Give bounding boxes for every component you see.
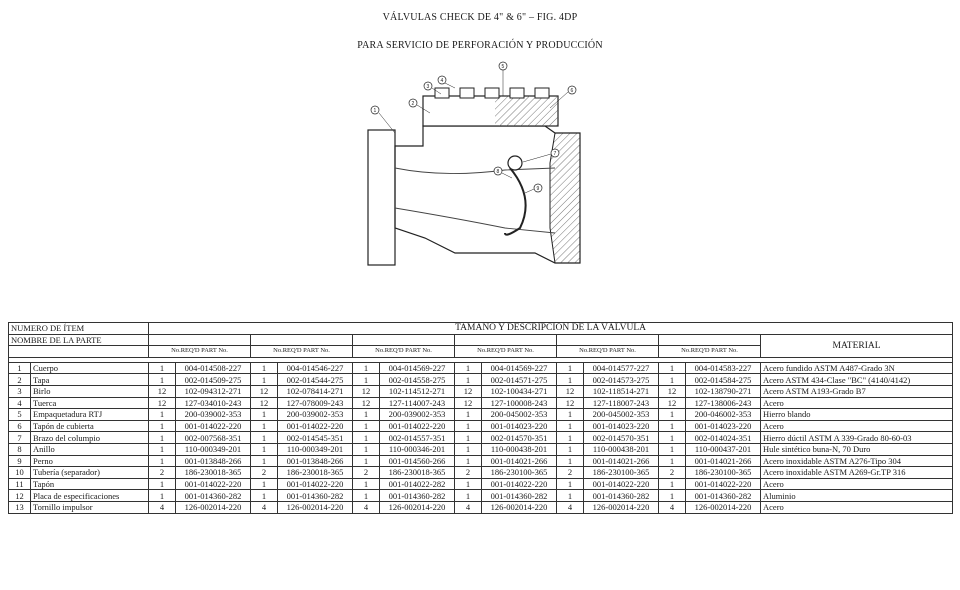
part-number-cell: 001-014560-266 [380, 455, 455, 467]
left-flange [368, 130, 395, 265]
table-row [9, 397, 953, 409]
part-number-cell: 200-039002-353 [278, 409, 353, 421]
part-number-cell: 004-014569-227 [482, 362, 557, 374]
part-name: Placa de especificaciones [31, 490, 149, 502]
subheader-1: No.REQ'D PART No. [149, 346, 251, 358]
material-cell: Hierro dúctil ASTM A 339-Grado 80-60-03 [761, 432, 953, 444]
qty-cell: 4 [557, 501, 584, 513]
callout-3: 3 [426, 84, 430, 90]
callout-1: 1 [373, 108, 377, 114]
part-name: Tubería (separador) [31, 467, 149, 479]
qty-cell: 12 [659, 397, 686, 409]
part-number-cell: 186-230100-365 [482, 467, 557, 479]
part-number-cell: 102-078414-271 [278, 385, 353, 397]
material-cell: Aluminio [761, 490, 953, 502]
part-name: Tornillo impulsor [31, 501, 149, 513]
item-number-header: NUMERO DE ÍTEM [9, 323, 149, 335]
part-number-cell: 186-230018-365 [380, 467, 455, 479]
part-number-cell: 002-014544-275 [278, 374, 353, 386]
qty-cell: 1 [149, 490, 176, 502]
qty-cell: 4 [251, 501, 278, 513]
part-name: Tapa [31, 374, 149, 386]
qty-cell: 1 [557, 455, 584, 467]
table-row [9, 455, 953, 467]
qty-cell: 1 [251, 443, 278, 455]
qty-cell: 1 [251, 420, 278, 432]
table-row [9, 362, 953, 374]
qty-cell: 1 [149, 362, 176, 374]
part-number-cell: 002-014557-351 [380, 432, 455, 444]
part-number-cell: 126-002014-220 [176, 501, 251, 513]
material-cell: Acero inoxidable ASTM A269-Gr.TP 316 [761, 467, 953, 479]
qty-cell: 1 [659, 443, 686, 455]
qty-cell: 1 [149, 409, 176, 421]
item-number: 1 [9, 362, 31, 374]
qty-cell: 1 [557, 432, 584, 444]
callout-9: 9 [536, 186, 540, 192]
part-number-cell: 126-002014-220 [380, 501, 455, 513]
qty-cell: 1 [353, 455, 380, 467]
part-number-cell: 002-014558-275 [380, 374, 455, 386]
callout-8: 8 [496, 169, 500, 175]
part-number-cell: 110-000437-201 [686, 443, 761, 455]
part-number-cell: 127-078009-243 [278, 397, 353, 409]
part-number-cell: 200-039002-353 [176, 409, 251, 421]
qty-cell: 1 [557, 362, 584, 374]
part-number-cell: 127-138006-243 [686, 397, 761, 409]
part-number-cell: 002-014024-351 [686, 432, 761, 444]
qty-cell: 1 [149, 374, 176, 386]
part-number-cell: 126-002014-220 [482, 501, 557, 513]
item-number: 7 [9, 432, 31, 444]
item-number: 5 [9, 409, 31, 421]
part-name-header: NOMBRE DE LA PARTE [9, 334, 149, 346]
material-cell: Acero ASTM A193-Grado B7 [761, 385, 953, 397]
part-number-cell: 186-230018-365 [278, 467, 353, 479]
subheader-3: No.REQ'D PART No. [353, 346, 455, 358]
part-number-cell: 001-014022-220 [176, 478, 251, 490]
qty-cell: 1 [353, 420, 380, 432]
part-number-cell: 001-014360-282 [584, 490, 659, 502]
qty-cell: 12 [557, 385, 584, 397]
table-row [9, 443, 953, 455]
material-header: MATERIAL [761, 334, 953, 357]
swing-disc [505, 168, 526, 235]
qty-cell: 1 [659, 420, 686, 432]
qty-cell: 12 [251, 397, 278, 409]
part-number-cell: 001-014023-220 [686, 420, 761, 432]
qty-cell: 1 [455, 409, 482, 421]
qty-cell: 1 [659, 455, 686, 467]
qty-cell: 12 [353, 385, 380, 397]
material-cell: Acero inoxidable ASTM A276-Tipo 304 [761, 455, 953, 467]
part-number-cell: 001-014360-282 [380, 490, 455, 502]
qty-cell: 2 [659, 467, 686, 479]
qty-cell: 1 [455, 374, 482, 386]
qty-cell: 1 [353, 362, 380, 374]
subheader-4: No.REQ'D PART No. [455, 346, 557, 358]
qty-cell: 4 [353, 501, 380, 513]
item-number: 9 [9, 455, 31, 467]
part-number-cell: 110-000349-201 [176, 443, 251, 455]
qty-cell: 2 [557, 467, 584, 479]
material-cell: Hierro blando [761, 409, 953, 421]
qty-cell: 1 [251, 432, 278, 444]
material-cell: Acero [761, 478, 953, 490]
part-number-cell: 004-014577-227 [584, 362, 659, 374]
part-number-cell: 126-002014-220 [584, 501, 659, 513]
table-row [9, 501, 953, 513]
part-number-cell: 001-014021-266 [686, 455, 761, 467]
part-number-cell: 001-014023-220 [584, 420, 659, 432]
hinge-pin [508, 156, 522, 170]
part-number-cell: 002-014573-275 [584, 374, 659, 386]
part-number-cell: 200-046002-353 [686, 409, 761, 421]
qty-cell: 1 [557, 420, 584, 432]
qty-cell: 12 [659, 385, 686, 397]
part-number-cell: 001-014021-266 [584, 455, 659, 467]
table-row [9, 409, 953, 421]
qty-cell: 1 [353, 432, 380, 444]
size-header: TAMAÑO Y DESCRIPCIÓN DE LA VÁLVULA [149, 323, 953, 335]
part-number-cell: 001-014022-220 [380, 420, 455, 432]
qty-cell: 1 [251, 478, 278, 490]
valve-drawing [355, 58, 625, 293]
qty-cell: 1 [659, 409, 686, 421]
item-number: 2 [9, 374, 31, 386]
material-cell: Acero fundido ASTM A487-Grado 3N [761, 362, 953, 374]
part-number-cell: 001-013848-266 [278, 455, 353, 467]
part-number-cell: 186-230018-365 [176, 467, 251, 479]
table-row [9, 478, 953, 490]
qty-cell: 2 [251, 467, 278, 479]
part-number-cell: 002-014570-351 [584, 432, 659, 444]
qty-cell: 1 [455, 455, 482, 467]
qty-cell: 1 [251, 374, 278, 386]
qty-cell: 1 [149, 432, 176, 444]
table-row [9, 467, 953, 479]
qty-cell: 1 [455, 432, 482, 444]
part-number-cell: 004-014583-227 [686, 362, 761, 374]
material-cell: Hule sintético buna-N, 70 Duro [761, 443, 953, 455]
part-name: Brazo del columpio [31, 432, 149, 444]
item-number: 4 [9, 397, 31, 409]
qty-cell: 12 [251, 385, 278, 397]
part-number-cell: 002-014570-351 [482, 432, 557, 444]
qty-cell: 1 [659, 490, 686, 502]
part-number-cell: 200-039002-353 [380, 409, 455, 421]
qty-cell: 12 [353, 397, 380, 409]
part-number-cell: 110-000438-201 [584, 443, 659, 455]
qty-cell: 1 [353, 490, 380, 502]
part-name: Cuerpo [31, 362, 149, 374]
part-name: Empaquetadura RTJ [31, 409, 149, 421]
callout-4: 4 [440, 78, 444, 84]
part-number-cell: 002-014571-275 [482, 374, 557, 386]
part-number-cell: 002-007568-351 [176, 432, 251, 444]
part-number-cell: 002-014584-275 [686, 374, 761, 386]
part-number-cell: 102-138790-271 [686, 385, 761, 397]
part-name: Tuerca [31, 397, 149, 409]
qty-cell: 1 [557, 443, 584, 455]
item-number: 10 [9, 467, 31, 479]
callout-2: 2 [411, 101, 415, 107]
qty-cell: 12 [455, 385, 482, 397]
qty-cell: 1 [455, 478, 482, 490]
item-number: 8 [9, 443, 31, 455]
item-number: 11 [9, 478, 31, 490]
part-name: Tapón de cubierta [31, 420, 149, 432]
part-number-cell: 001-014360-282 [686, 490, 761, 502]
part-number-cell: 001-014360-282 [278, 490, 353, 502]
item-number: 6 [9, 420, 31, 432]
part-number-cell: 102-118514-271 [584, 385, 659, 397]
part-number-cell: 001-014022-220 [686, 478, 761, 490]
qty-cell: 4 [149, 501, 176, 513]
qty-cell: 12 [557, 397, 584, 409]
part-number-cell: 001-014022-220 [278, 478, 353, 490]
item-number: 12 [9, 490, 31, 502]
qty-cell: 12 [149, 385, 176, 397]
material-cell: Acero [761, 501, 953, 513]
part-number-cell: 127-114007-243 [380, 397, 455, 409]
part-number-cell: 004-014546-227 [278, 362, 353, 374]
qty-cell: 1 [353, 478, 380, 490]
qty-cell: 1 [455, 420, 482, 432]
item-number: 3 [9, 385, 31, 397]
table-row [9, 432, 953, 444]
callout-6: 6 [570, 88, 574, 94]
part-number-cell: 126-002014-220 [686, 501, 761, 513]
table-row [9, 374, 953, 386]
material-cell: Acero [761, 397, 953, 409]
document-subtitle: PARA SERVICIO DE PERFORACIÓN Y PRODUCCIÓN [357, 40, 603, 51]
qty-cell: 12 [455, 397, 482, 409]
part-number-cell: 127-034010-243 [176, 397, 251, 409]
qty-cell: 1 [659, 432, 686, 444]
subheader-5: No.REQ'D PART No. [557, 346, 659, 358]
qty-cell: 1 [659, 478, 686, 490]
part-number-cell: 001-014023-220 [482, 420, 557, 432]
qty-cell: 1 [251, 362, 278, 374]
part-number-cell: 102-094312-271 [176, 385, 251, 397]
table-row [9, 490, 953, 502]
qty-cell: 1 [557, 374, 584, 386]
qty-cell: 1 [455, 490, 482, 502]
qty-cell: 1 [557, 490, 584, 502]
qty-cell: 1 [557, 478, 584, 490]
parts-table [8, 322, 953, 514]
part-number-cell: 001-014360-282 [176, 490, 251, 502]
part-number-cell: 001-014360-282 [482, 490, 557, 502]
part-number-cell: 004-014569-227 [380, 362, 455, 374]
qty-cell: 1 [659, 374, 686, 386]
qty-cell: 1 [149, 478, 176, 490]
subheader-6: No.REQ'D PART No. [659, 346, 761, 358]
table-row [9, 385, 953, 397]
part-number-cell: 110-000438-201 [482, 443, 557, 455]
part-number-cell: 127-100008-243 [482, 397, 557, 409]
qty-cell: 2 [149, 467, 176, 479]
qty-cell: 12 [149, 397, 176, 409]
part-name: Birlo [31, 385, 149, 397]
qty-cell: 4 [455, 501, 482, 513]
qty-cell: 2 [353, 467, 380, 479]
callout-5: 5 [501, 64, 505, 70]
qty-cell: 1 [353, 443, 380, 455]
part-number-cell: 127-118007-243 [584, 397, 659, 409]
qty-cell: 1 [149, 420, 176, 432]
qty-cell: 1 [251, 455, 278, 467]
part-number-cell: 186-230100-365 [584, 467, 659, 479]
part-number-cell: 110-000346-201 [380, 443, 455, 455]
part-number-cell: 102-114512-271 [380, 385, 455, 397]
part-name: Tapón [31, 478, 149, 490]
qty-cell: 2 [455, 467, 482, 479]
part-number-cell: 001-014022-220 [176, 420, 251, 432]
qty-cell: 1 [149, 443, 176, 455]
callout-7: 7 [553, 151, 557, 157]
part-number-cell: 186-230100-365 [686, 467, 761, 479]
document-title: VÁLVULAS CHECK DE 4" & 6" – FIG. 4DP [382, 12, 578, 23]
part-name: Perno [31, 455, 149, 467]
part-number-cell: 001-013848-266 [176, 455, 251, 467]
part-number-cell: 200-045002-353 [584, 409, 659, 421]
part-number-cell: 001-014022-282 [380, 478, 455, 490]
part-number-cell: 126-002014-220 [278, 501, 353, 513]
part-number-cell: 002-014509-275 [176, 374, 251, 386]
part-number-cell: 001-014021-266 [482, 455, 557, 467]
part-number-cell: 001-014022-220 [482, 478, 557, 490]
part-name: Anillo [31, 443, 149, 455]
qty-cell: 1 [455, 443, 482, 455]
qty-cell: 1 [557, 409, 584, 421]
part-number-cell: 001-014022-220 [278, 420, 353, 432]
qty-cell: 1 [353, 409, 380, 421]
part-number-cell: 102-100434-271 [482, 385, 557, 397]
item-number: 13 [9, 501, 31, 513]
table-row [9, 420, 953, 432]
qty-cell: 4 [659, 501, 686, 513]
qty-cell: 1 [251, 409, 278, 421]
qty-cell: 1 [455, 362, 482, 374]
qty-cell: 1 [251, 490, 278, 502]
material-cell: Acero [761, 420, 953, 432]
part-number-cell: 002-014545-351 [278, 432, 353, 444]
qty-cell: 1 [149, 455, 176, 467]
qty-cell: 1 [659, 362, 686, 374]
part-number-cell: 001-014022-220 [584, 478, 659, 490]
subheader-2: No.REQ'D PART No. [251, 346, 353, 358]
part-number-cell: 200-045002-353 [482, 409, 557, 421]
qty-cell: 1 [353, 374, 380, 386]
part-number-cell: 110-000349-201 [278, 443, 353, 455]
part-number-cell: 004-014508-227 [176, 362, 251, 374]
material-cell: Acero ASTM 434-Clase "BC" (4140/4142) [761, 374, 953, 386]
